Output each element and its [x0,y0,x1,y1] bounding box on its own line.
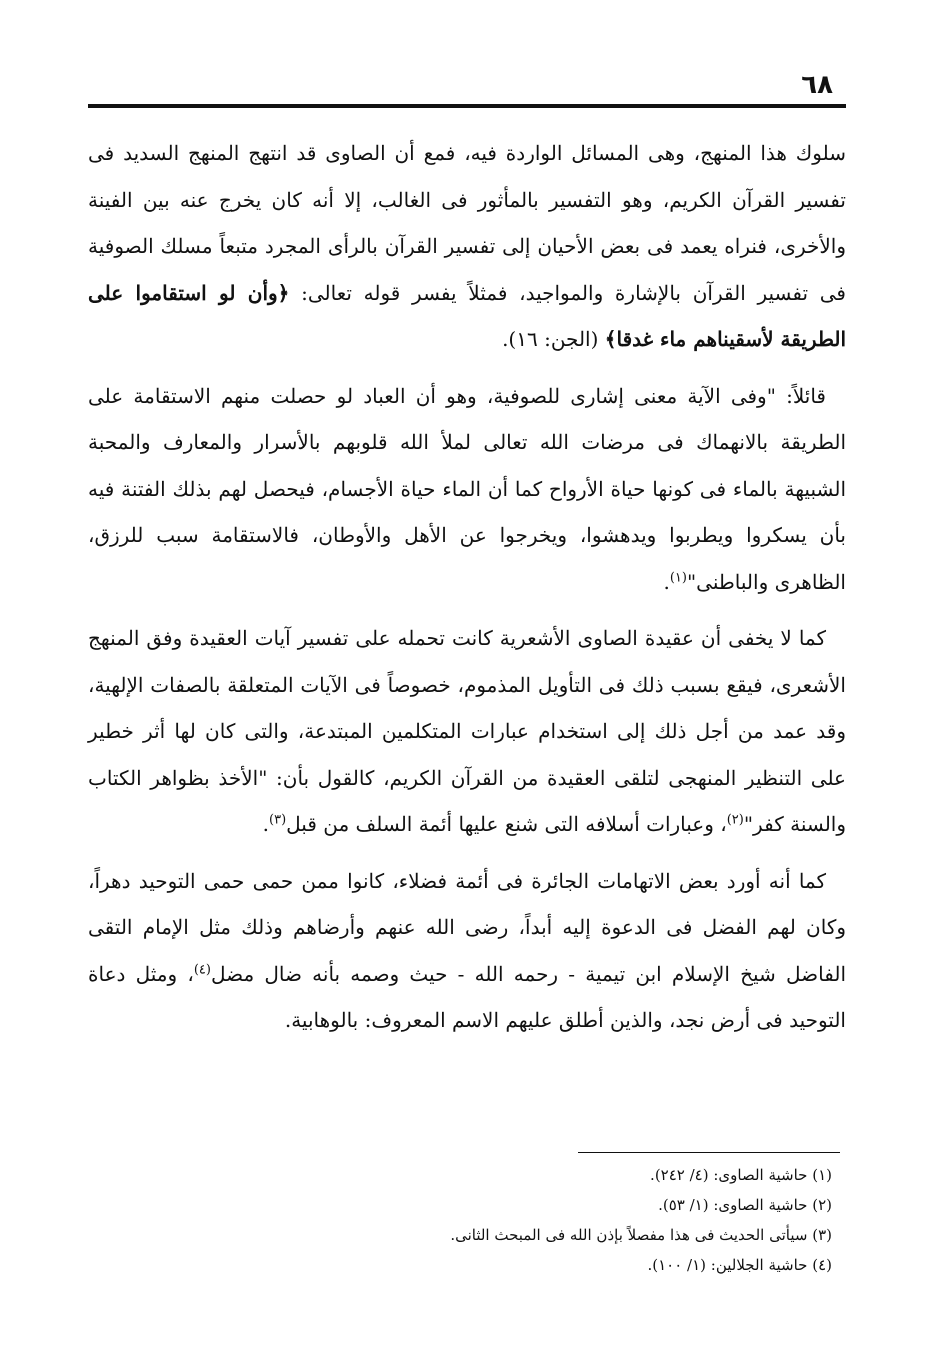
footnote-ref-4: (٤) [193,961,211,977]
footnote-ref-2: (٢) [726,812,744,828]
paragraph-3-middle: ، وعبارات أسلافه التى شنع عليها أئمة السلف من قبل [286,812,727,836]
footnote-1: (١) حاشية الصاوى: (٤/ ٢٤٢). [650,1166,832,1184]
footnote-rule [578,1152,840,1153]
body-text [88,130,846,1054]
paragraph-3-end: . [262,812,269,836]
page-number: ٦٨ [801,70,833,100]
paragraph-1 [88,130,846,363]
paragraph-4-end: ، ومثل دعاة التوحيد فى أرض نجد، والذين أطلق عليهم الاسم المعروف: بالوهابية. [88,961,846,1032]
paragraph-3-text: كما لا يخفى أن عقيدة الصاوى الأشعرية كانت تحمله على تفسير آيات العقيدة وفق المنهج الأشعرى، فيقع بسبب ذلك فى التأويل المذموم، خصوصاً فى الآيات المتعلقة بالصفات الإلهية، وقد عمد من أجل ذلك إلى استخدام عبارات المتكلمين المبتدعة، والتى كان لها أثر خطير على التنظير المنهجى لتلقى العقيدة من القرآن الكريم، كالقول بأن: "الأخذ بظواهر الكتاب والسنة كفر" [88,626,846,836]
paragraph-2-end: . [663,569,670,594]
header-rule [88,104,846,108]
footnote-ref-1: (١) [669,569,687,585]
paragraph-2-text: قائلاً: "وفى الآية معنى إشارى للصوفية، وهو أن العباد لو حصلت منهم الاستقامة على الطريقة بالانهماك فى مرضات الله تعالى لملأ الله قلوبهم بالأسرار والمعارف والمحبة الشبيهة بالماء فى كونها حياة الأرواح كما أن الماء حياة الأجسام، فيحصل لهم بذلك الفتنة فيه بأن يسكروا ويطربوا ويدهشوا، ويخرجوا عن الأهل والأوطان، فالاستقامة سبب للرزق، الظاهرى والباطنى" [88,383,846,594]
footnote-3: (٣) سيأتى الحديث فى هذا مفصلاً بإذن الله فى المبحث الثانى. [450,1226,832,1244]
paragraph-2 [88,373,846,606]
footnote-ref-3: (٣) [269,812,287,828]
paragraph-3 [88,615,846,848]
paragraph-1-text: سلوك هذا المنهج، وهى المسائل الواردة فيه، فمع أن الصاوى قد انتهج المنهج السديد فى تفسير القرآن الكريم، وهو التفسير بالمأثور فى الغالب، إلا أنه كان يخرج عنه بين الفينة والأخرى، فنراه يعمد فى بعض الأحيان إلى تفسير القرآن بالرأى المجرد متبعاً مسلك الصوفية فى تفسير القرآن بالإشارة والمواجيد، فمثلاً يفسر قوله تعالى: [88,141,846,305]
quran-verse-reference: (الجن: ١٦). [502,327,605,351]
paragraph-4-text: كما أنه أورد بعض الاتهامات الجائرة فى أئمة فضلاء، كانوا ممن حمى حمى التوحيد دهراً، وكان لهم الفضل فى الدعوة إليه أبداً، رضى الله عنهم وأرضاهم وذلك مثل الإمام التقى الفاضل شيخ الإسلام ابن تيمية - رحمه الله - حيث وصمه بأنه ضال مضل [88,868,846,986]
quran-verse: ﴿وأن لو استقاموا على الطريقة لأسقيناهم ماء غدقا﴾ [88,280,846,351]
footnote-2: (٢) حاشية الصاوى: (١/ ٥٣). [658,1196,832,1214]
footnotes [92,1160,832,1280]
footnote-4: (٤) حاشية الجلالين: (١/ ١٠٠). [647,1256,832,1274]
paragraph-4 [88,858,846,1044]
